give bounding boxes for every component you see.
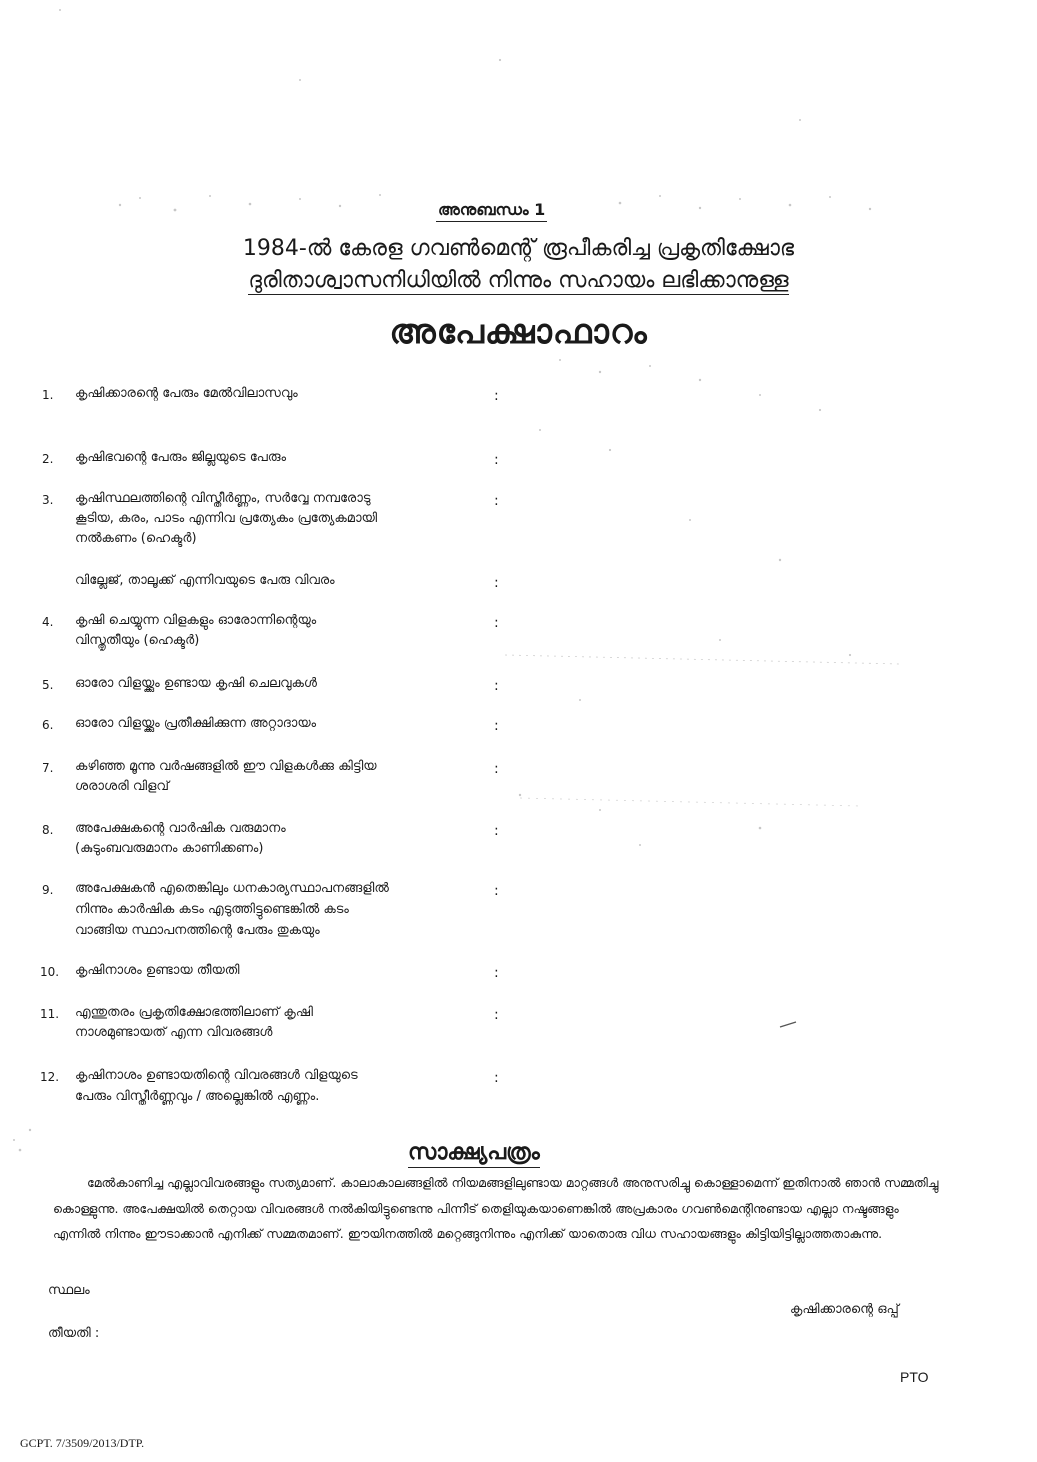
item-label: കൃഷിനാശം ഉണ്ടായ തീയതി — [75, 963, 240, 978]
item-colon: : — [494, 493, 499, 509]
heading-line-1: 1984-ൽ കേരള ഗവൺമെന്റ് രൂപീകരിച്ച പ്രകൃതിക്ഷോഭ — [242, 236, 795, 261]
item-label: അപേക്ഷകന്റെ വാർഷിക വരുമാനം — [75, 821, 286, 836]
item-colon: : — [494, 965, 499, 981]
item-number: 1. — [42, 388, 54, 402]
item-label: കൃഷിഭവന്റെ പേരും ജില്ലയുടെ പേരും — [75, 450, 287, 465]
item-label: നിന്നും കാർഷിക കടം എടുത്തിട്ടുണ്ടെങ്കിൽ കടം — [75, 902, 349, 917]
item-label: വിസ്തൃതീയും (ഹെക്ടർ) — [75, 633, 200, 648]
certificate-body: മേൽകാണിച്ച എല്ലാവിവരങ്ങളും സത്യമാണ്. കാലാകാലങ്ങളിൽ നിയമങ്ങളിലുണ്ടായ മാറ്റങ്ങൾ അനുസരിച്ചു കൊള്ളാമെന്ന് ഇതിനാൽ ഞാൻ സമ്മതിച്ചു കൊള്ളുന്നു. അപേക്ഷയിൽ തെറ്റായ വിവരങ്ങൾ നൽകിയിട്ടുണ്ടെന്നു പിന്നീട് തെളിയുകയാണെങ്കിൽ അപ്രകാരം ഗവൺമെന്റിനുണ്ടായ എല്ലാ നഷ്ടങ്ങളും എന്നിൽ നിന്നും ഈടാക്കാൻ എനിക്ക് സമ്മതമാണ്. ഈയിനത്തിൽ മറ്റെങ്ങുനിന്നും എനിക്ക് യാതൊരു വിധ സഹായങ്ങളും കിട്ടിയിട്ടില്ലാത്തതാകുന്നു. — [53, 1175, 939, 1241]
item-number: 4. — [42, 615, 54, 629]
place-label: സ്ഥലം — [48, 1283, 90, 1298]
item-colon: : — [494, 575, 499, 591]
item-label: കൃഷി ചെയ്യുന്ന വിളകളും ഓരോന്നിന്റെയും — [75, 613, 317, 628]
item-number: 11. — [40, 1007, 60, 1021]
item-label: ശരാശരി വിളവ് — [75, 779, 169, 794]
pto-label: PTO — [900, 1369, 929, 1385]
item-number: 10. — [40, 965, 60, 979]
item-number: 8. — [42, 823, 54, 837]
item-label: ഓരോ വിളയ്ക്കും ഉണ്ടായ കൃഷി ചെലവുകൾ — [75, 676, 317, 691]
item-label: കൃഷിക്കാരന്റെ പേരും മേൽവിലാസവും — [75, 386, 298, 401]
item-label: കൂടിയ, കരം, പാടം എന്നിവ പ്രത്യേകം പ്രത്യേകമായി — [75, 511, 378, 526]
item-label: അപേക്ഷകൻ എതെങ്കിലും ധനകാര്യസ്ഥാപനങ്ങളിൽ — [75, 881, 389, 896]
item-label: കൃഷിനാശം ഉണ്ടായതിന്റെ വിവരങ്ങൾ വിളയുടെ — [75, 1068, 358, 1083]
item-label: വില്ലേജ്, താലൂക്ക് എന്നിവയുടെ പേരു വിവരം — [75, 573, 335, 588]
signature-label: കൃഷിക്കാരന്റെ ഒപ്പ് — [790, 1302, 899, 1317]
item-label: കൃഷിസ്ഥലത്തിന്റെ വിസ്തീർണ്ണം, സർവ്വേ നമ്പരോടു — [75, 491, 371, 506]
heading-line-2: ദുരിതാശ്വാസനിധിയിൽ നിന്നും സഹായം ലഭിക്കാനുള്ള — [248, 268, 789, 293]
item-label: (കുടുംബവരുമാനം കാണിക്കണം) — [75, 841, 264, 856]
item-colon: : — [494, 678, 499, 694]
item-colon: : — [494, 761, 499, 777]
certificate-title: സാക്ഷ്യപത്രം — [408, 1140, 540, 1168]
item-number: 2. — [42, 452, 54, 466]
item-number: 3. — [42, 493, 54, 507]
item-number: 6. — [42, 718, 54, 732]
item-number: 9. — [42, 883, 54, 897]
item-colon: : — [494, 615, 499, 631]
date-label: തീയതി : — [48, 1326, 100, 1341]
form-title: അപേക്ഷാഫാറം — [389, 312, 648, 352]
item-colon: : — [494, 388, 499, 404]
item-colon: : — [494, 1007, 499, 1023]
item-colon: : — [494, 883, 499, 899]
item-colon: : — [494, 452, 499, 468]
footer-code: GCPT. 7/3509/2013/DTP. — [20, 1436, 145, 1450]
item-label: നൽകണം (ഹെക്ടർ) — [75, 531, 197, 546]
item-label: പേരും വിസ്തീർണ്ണവും / അല്ലെങ്കിൽ എണ്ണം. — [75, 1089, 320, 1104]
annex-label: അനുബന്ധം 1 — [436, 200, 547, 222]
item-number: 7. — [42, 761, 54, 775]
item-colon: : — [494, 1070, 499, 1086]
item-colon: : — [494, 823, 499, 839]
item-label: കഴിഞ്ഞ മൂന്നു വർഷങ്ങളിൽ ഈ വിളകൾക്കു കിട്ടിയ — [75, 759, 377, 774]
item-label: നാശമുണ്ടായത് എന്ന വിവരങ്ങൾ — [75, 1025, 273, 1040]
item-label: എന്തുതരം പ്രകൃതിക്ഷോഭത്തിലാണ് കൃഷി — [75, 1005, 313, 1020]
item-label: വാങ്ങിയ സ്ഥാപനത്തിന്റെ പേരും തുകയും — [75, 923, 320, 938]
item-label: ഓരോ വിളയ്ക്കും പ്രതീക്ഷിക്കുന്ന അറ്റാദായം — [75, 716, 317, 731]
item-colon: : — [494, 718, 499, 734]
item-number: 12. — [40, 1070, 60, 1084]
item-number: 5. — [42, 678, 54, 692]
